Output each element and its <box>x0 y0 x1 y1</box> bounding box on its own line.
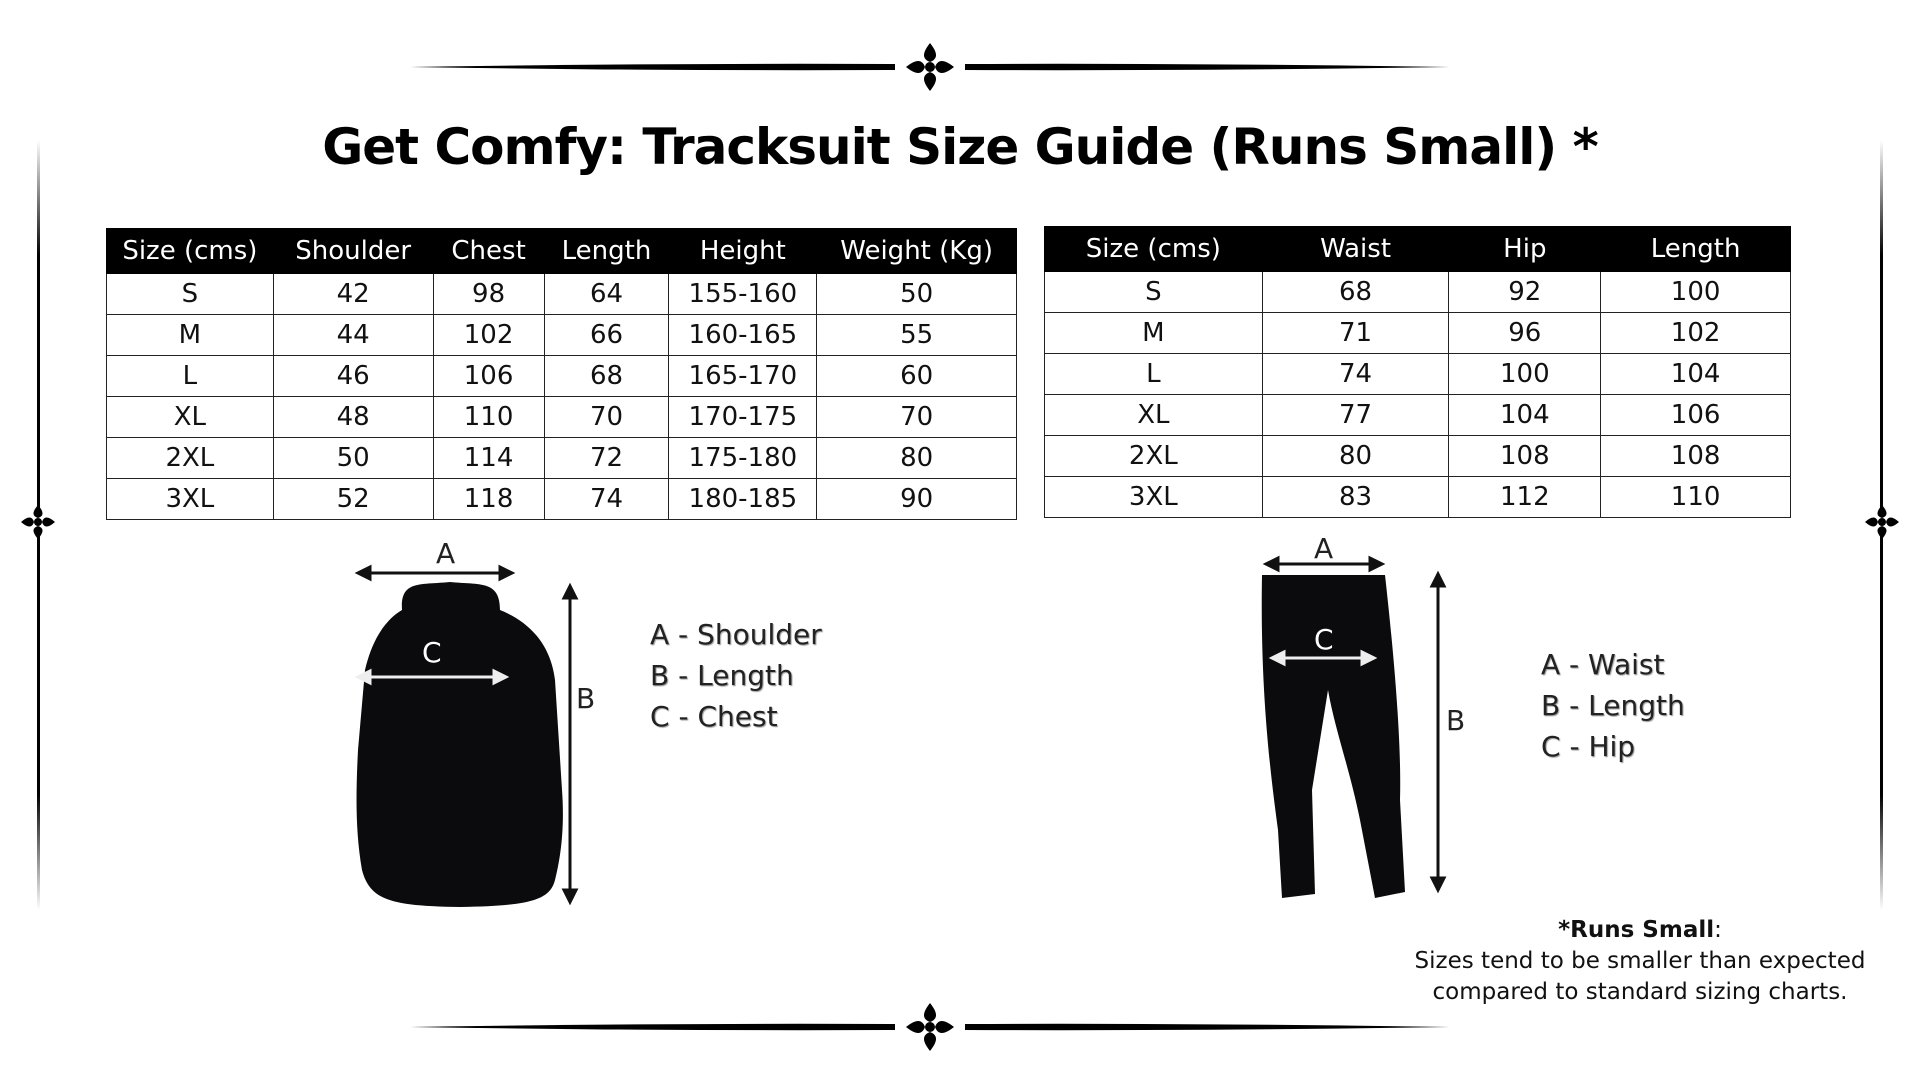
table-cell: 64 <box>544 274 669 315</box>
table-cell: S <box>1045 272 1263 313</box>
table-cell: 170-175 <box>669 397 817 438</box>
table-cell: 100 <box>1601 272 1791 313</box>
pants-legend <box>1541 644 1685 767</box>
table-cell: 110 <box>433 397 544 438</box>
column-header: Length <box>544 229 669 274</box>
table-cell: 71 <box>1262 313 1449 354</box>
table-cell: 70 <box>544 397 669 438</box>
table-row <box>1045 272 1791 313</box>
label-b: B <box>1446 704 1466 737</box>
table-row <box>107 438 1017 479</box>
column-header: Height <box>669 229 817 274</box>
pants-diagram <box>1240 530 1466 910</box>
table-cell: 48 <box>273 397 433 438</box>
table-cell: 165-170 <box>669 356 817 397</box>
table-cell: 175-180 <box>669 438 817 479</box>
table-cell: 68 <box>1262 272 1449 313</box>
table-row <box>1045 354 1791 395</box>
left-ornament-icon <box>18 502 58 542</box>
legend-item: A - Waist <box>1541 648 1665 681</box>
label-a: A <box>436 537 456 570</box>
hoodie-legend <box>650 614 822 737</box>
table-cell: 2XL <box>107 438 274 479</box>
top-size-table <box>106 228 1017 520</box>
table-cell: 60 <box>817 356 1017 397</box>
fleur-ornament-icon <box>906 1003 954 1051</box>
table-cell: 155-160 <box>669 274 817 315</box>
table-cell: 92 <box>1449 272 1601 313</box>
length-arrow <box>564 586 576 902</box>
note-heading: *Runs Small <box>1558 917 1715 943</box>
table-cell: 80 <box>817 438 1017 479</box>
table-cell: 55 <box>817 315 1017 356</box>
hoodie-silhouette <box>357 582 563 907</box>
legend-item: C - Chest <box>650 700 778 733</box>
bottom-ornament-divider <box>410 1002 1450 1052</box>
table-cell: 104 <box>1601 354 1791 395</box>
right-ornament-icon <box>1862 502 1902 542</box>
column-header: Waist <box>1262 227 1449 272</box>
table-cell: L <box>1045 354 1263 395</box>
table-cell: 118 <box>433 479 544 520</box>
column-header: Hip <box>1449 227 1601 272</box>
legend-item: C - Hip <box>1541 730 1636 763</box>
hoodie-diagram <box>310 530 610 920</box>
table-cell: 74 <box>1262 354 1449 395</box>
table-cell: 110 <box>1601 477 1791 518</box>
table-cell: 102 <box>433 315 544 356</box>
table-cell: 74 <box>544 479 669 520</box>
label-b: B <box>576 682 596 715</box>
column-header: Size (cms) <box>1045 227 1263 272</box>
table-cell: 106 <box>1601 395 1791 436</box>
table-row <box>107 274 1017 315</box>
table-cell: 52 <box>273 479 433 520</box>
table-row <box>1045 436 1791 477</box>
table-cell: 80 <box>1262 436 1449 477</box>
length-arrow <box>1432 574 1444 890</box>
table-cell: 70 <box>817 397 1017 438</box>
table-cell: 90 <box>817 479 1017 520</box>
legend-item: B - Length <box>1541 689 1685 722</box>
table-cell: 3XL <box>107 479 274 520</box>
table-cell: 160-165 <box>669 315 817 356</box>
top-ornament-divider <box>410 42 1450 92</box>
note-line: Sizes tend to be smaller than expected <box>1414 948 1866 974</box>
column-header: Shoulder <box>273 229 433 274</box>
label-c: C <box>1314 623 1334 656</box>
table-cell: 108 <box>1449 436 1601 477</box>
table-cell: M <box>107 315 274 356</box>
table-cell: S <box>107 274 274 315</box>
table-cell: 83 <box>1262 477 1449 518</box>
table-cell: 104 <box>1449 395 1601 436</box>
table-cell: 180-185 <box>669 479 817 520</box>
table-cell: 112 <box>1449 477 1601 518</box>
table-cell: 96 <box>1449 313 1601 354</box>
table-cell: 98 <box>433 274 544 315</box>
table-row <box>1045 313 1791 354</box>
legend-item: A - Shoulder <box>650 618 822 651</box>
shoulder-arrow <box>358 567 512 579</box>
table-cell: 72 <box>544 438 669 479</box>
table-header-row <box>107 229 1017 274</box>
legend-item: B - Length <box>650 659 794 692</box>
table-row <box>107 397 1017 438</box>
table-cell: 3XL <box>1045 477 1263 518</box>
bottom-size-table <box>1044 226 1791 518</box>
page-title: Get Comfy: Tracksuit Size Guide (Runs Small) * <box>322 118 1598 176</box>
table-cell: 108 <box>1601 436 1791 477</box>
table-cell: 66 <box>544 315 669 356</box>
column-header: Chest <box>433 229 544 274</box>
table-row <box>107 356 1017 397</box>
table-row <box>1045 477 1791 518</box>
note-line: compared to standard sizing charts. <box>1432 979 1848 1005</box>
note-colon: : <box>1714 917 1722 943</box>
table-cell: XL <box>1045 395 1263 436</box>
column-header: Weight (Kg) <box>817 229 1017 274</box>
table-cell: 106 <box>433 356 544 397</box>
column-header: Size (cms) <box>107 229 274 274</box>
table-cell: L <box>107 356 274 397</box>
table-cell: 44 <box>273 315 433 356</box>
table-cell: 100 <box>1449 354 1601 395</box>
table-cell: 50 <box>273 438 433 479</box>
table-cell: XL <box>107 397 274 438</box>
table-cell: 42 <box>273 274 433 315</box>
table-cell: 68 <box>544 356 669 397</box>
label-c: C <box>422 636 442 669</box>
table-cell: M <box>1045 313 1263 354</box>
table-cell: 102 <box>1601 313 1791 354</box>
table-row <box>1045 395 1791 436</box>
table-cell: 46 <box>273 356 433 397</box>
runs-small-note <box>1380 915 1900 1008</box>
table-row <box>107 479 1017 520</box>
table-row <box>107 315 1017 356</box>
table-header-row <box>1045 227 1791 272</box>
fleur-ornament-icon <box>906 43 954 91</box>
table-cell: 2XL <box>1045 436 1263 477</box>
table-cell: 114 <box>433 438 544 479</box>
table-cell: 77 <box>1262 395 1449 436</box>
table-cell: 50 <box>817 274 1017 315</box>
column-header: Length <box>1601 227 1791 272</box>
label-a: A <box>1314 532 1334 565</box>
